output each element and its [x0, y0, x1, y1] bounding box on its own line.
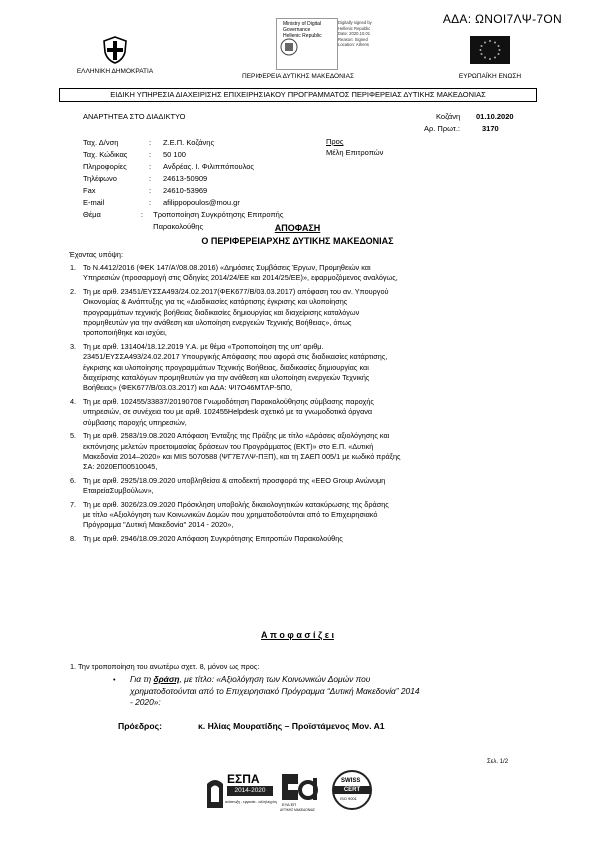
item-line: ΕταιρείαΣυμβούλων», — [83, 486, 154, 496]
item-line: Τη με αριθ. 2925/18.09.2020 υποβληθείσα & αποδεκτή προσφορά της «ΕΕΟ Group Ανώνυμη — [83, 475, 386, 485]
item-line: τροποποιήθηκε και ισχύει, — [83, 328, 167, 338]
list-item — [70, 287, 530, 339]
espa-text: ΕΣΠΑ — [227, 772, 260, 786]
ministry-logo — [276, 18, 338, 70]
info-value: Ανδρέας. Ι. Φιλιππόπουλος — [163, 162, 255, 171]
info-colon: : — [149, 174, 152, 183]
eu-logo — [444, 36, 536, 80]
item-number: 2. — [70, 286, 77, 296]
doc-subtitle: Ο ΠΕΡΙΦΕΡΕΙΑΡΧΗΣ ΔΥΤΙΚΗΣ ΜΑΚΕΔΟΝΙΑΣ — [201, 236, 394, 246]
prot-label: Αρ. Πρωτ.: — [424, 124, 460, 133]
info-row — [83, 161, 313, 173]
bullet-line — [130, 674, 525, 686]
eyd-logo — [280, 772, 320, 816]
ada-code: ΑΔΑ: ΩΝΟΙ7ΛΨ-7ΟΝ — [442, 12, 562, 26]
info-value: 24610-53969 — [163, 186, 208, 195]
doc-title: ΑΠΟΦΑΣΗ — [274, 223, 321, 233]
eyd-sub: ΔΥΤΙΚΗΣ ΜΑΚΕΔΟΝΙΑΣ — [280, 808, 315, 812]
list-item — [70, 431, 530, 473]
espa-logo — [205, 772, 277, 816]
item-line: Το Ν.4412/2016 (ΦΕΚ 147/Α'/08.08.2016) «Δημόσιες Συμβάσεις Έργων, Προμηθειών και — [83, 263, 371, 272]
sig-line-2: Hellenic Republic — [338, 25, 371, 31]
info-colon: : — [149, 186, 152, 195]
page-number: Σελ. 1/2 — [487, 759, 509, 765]
sig-line-4: Reason: Signed — [338, 36, 368, 42]
list-item — [70, 476, 530, 497]
info-value: Τροποποίηση Συγκρότησης Επιτροπής Παρακολούθης — [153, 210, 284, 231]
prot-number: 3170 — [482, 124, 499, 133]
espa-emblem-icon — [205, 774, 225, 810]
considerations-list — [70, 263, 530, 544]
bullet-line: - 2020»: — [130, 697, 161, 707]
espa-sub: ανάπτυξη - εργασία - αλληλεγγύη — [225, 800, 277, 804]
hellenic-republic-label: ΕΛΛΗΝΙΚΗ ΔΗΜΟΚΡΑΤΙΑ — [76, 68, 154, 75]
item-line: διαχείρισης καταλόγων προμηθευτών για την ανάθεση και υλοποίηση ενεργειών Τεχνικής — [83, 373, 370, 383]
item-line: Πρόγραμμα "Δυτική Μακεδονία" 2014 - 2020», — [83, 520, 234, 530]
sig-line-5: Location: Athens — [338, 42, 369, 47]
bullet-icon: • — [113, 675, 116, 684]
posted-label: ΑΝΑΡΤΗΤΕΑ ΣΤΟ ΔΙΑΔΙΚΤΥΟ — [83, 112, 186, 121]
decision-item: 1. Την τροποποίηση του ανωτέρω σχετ. 8, μόνον ως προς: — [70, 662, 260, 671]
cert-seal — [332, 770, 372, 810]
region-label: ΠΕΡΙΦΕΡΕΙΑ ΔΥΤΙΚΗΣ ΜΑΚΕΔΟΝΙΑΣ — [242, 73, 354, 80]
bullet-word: δράση — [153, 674, 180, 684]
info-colon: : — [149, 150, 152, 159]
list-item — [70, 534, 530, 544]
bullet-rest: , με τίτλο: «Αξιολόγηση των Κοινωνικών Δομών που — [179, 674, 371, 684]
info-value: afilippopoulos@mou.gr — [163, 198, 240, 207]
doc-date: 01.10.2020 — [476, 112, 514, 121]
info-table — [83, 137, 313, 233]
info-row — [83, 185, 313, 197]
info-colon: : — [149, 138, 152, 147]
item-number: 8. — [70, 533, 77, 543]
chair-value: κ. Ηλίας Μουρατίδης – Προϊστάμενος Μον. Α1 — [198, 721, 385, 731]
info-colon: : — [149, 162, 152, 171]
list-item — [70, 397, 530, 428]
info-value: 50 100 — [163, 150, 186, 159]
ministry-line-2: Governance — [283, 27, 311, 33]
info-row — [83, 173, 313, 185]
eu-label: ΕΥΡΩΠΑΪΚΗ ΕΝΩΣΗ — [458, 73, 522, 80]
decide-heading: Α π ο φ α σ ί ζ ε ι — [261, 630, 334, 640]
item-line: Τη με αριθ. 2946/18.09.2020 Απόφαση Συγκρότησης Επιτροπών Παρακολούθης — [83, 533, 343, 543]
item-number: 1. — [70, 263, 77, 272]
iso-text: ISO 9001 — [340, 796, 357, 801]
info-row — [83, 137, 313, 149]
digital-signature — [338, 20, 372, 48]
sig-line-1: Digitally signed by — [338, 20, 372, 25]
ministry-line-1: Ministry of Digital — [283, 21, 322, 27]
item-number: 5. — [70, 431, 77, 441]
item-line: Τη με αριθ. 3026/23.09.2020 Πρόσκληση υποβολής δικαιολογητικών κατακύρωσης της δράσης — [83, 499, 389, 509]
espa-years: 2014-2020 — [227, 786, 273, 796]
info-row — [83, 149, 313, 161]
cert-text: CERT — [334, 786, 370, 794]
intro-text: Έχοντας υπόψη: — [69, 250, 123, 259]
item-line: Τη με αριθ. 2583/19.08.2020 Απόφαση Ένταξης της Πράξης με τίτλο «Δράσεις αξιολόγησης και — [83, 431, 390, 441]
item-line: εκπόνησης μελετών προετοιμασίας δράσεων του Προγράμματος (ΕΚΤ)» στο Ε.Π. «Δυτική — [83, 441, 374, 451]
list-item — [70, 342, 530, 394]
eyd-emblem-icon — [280, 772, 318, 802]
item-line: με τίτλο «Αξιολόγηση των Κοινωνικών Δομών που χρηματοδοτούνται από το Επιχειρησιακό — [83, 509, 378, 519]
info-row — [83, 197, 313, 209]
item-number: 3. — [70, 341, 77, 351]
item-number: 4. — [70, 396, 77, 406]
item-line: Μακεδονία 2014–2020» και MIS 5070588 (ΨΓ7Ε7ΛΨ-ΠΞΠ), και τη ΣΑΕΠ 005/1 με κωδικό πράξης — [83, 451, 401, 461]
item-line: υπηρεσιών, σε συνέχεια του με αριθ. 102455Helpdesk σχετικό με τα γνωμοδοτικά όργανα — [83, 407, 373, 417]
to-value: Μέλη Επιτροπών — [326, 148, 384, 157]
info-colon: : — [149, 198, 152, 207]
info-colon: : — [140, 210, 143, 219]
item-line: έγκρισης και υλοποίησης προγραμμάτων Τεχνικής Βοήθειας, διαδικασίες δημιουργίας και — [83, 362, 369, 372]
info-key: Θέμα — [83, 210, 101, 219]
item-number: 6. — [70, 475, 77, 485]
info-key: Πληροφορίες — [83, 162, 127, 171]
bullet-line: χρηματοδοτούνται από το Επιχειρησιακό Πρόγραμμα “Δυτική Μακεδονία” 2014 — [130, 685, 420, 696]
list-item — [70, 263, 530, 284]
bullet-prefix: Για τη — [130, 674, 154, 684]
item-line: ΣΑ: 2020ΕΠ00510045, — [83, 462, 158, 472]
info-key: E-mail — [83, 198, 105, 207]
place-label: Κοζάνη — [436, 112, 461, 121]
item-number: 7. — [70, 499, 77, 509]
header-box: ΕΙΔΙΚΗ ΥΠΗΡΕΣΙΑ ΔΙΑΧΕΙΡΙΣΗΣ ΕΠΙΧΕΙΡΗΣΙΑΚΟΥ ΠΡΟΓΡΑΜΜΑΤΟΣ ΠΕΡΙΦΕΡΕΙΑΣ ΔΥΤΙΚΗΣ ΜΑΚΕΔΟΝΙΑΣ — [59, 88, 537, 102]
item-line: 23451/ΕΥΣΣΑ493/24.02.2017 Υπουργικής Απόφασης που αφορά στις διαδικασίες κατάρτισης, — [83, 352, 388, 362]
coat-of-arms-icon — [101, 36, 129, 64]
item-line: Τη με αριθ. 23451/ΕΥΣΣΑ493/24.02.2017(ΦΕΚ677/Β/03.03.2017) απόφαση του αν. Υπουργού — [83, 286, 389, 296]
ministry-line-3: Hellenic Republic — [283, 33, 322, 39]
item-line: Υπηρεσιών (προσαρμογή στις Οδηγίες 2014/24/ΕΕ και 2014/25/ΕΕ)», εφαρμοζόμενος αναλόγως, — [83, 273, 398, 283]
info-key: Ταχ. Δ/νση — [83, 138, 119, 147]
sig-line-3: Date: 2020.10.01 — [338, 31, 371, 36]
info-key: Τηλέφωνο — [83, 174, 117, 183]
swiss-text: SWISS — [341, 778, 361, 784]
info-value: Ζ.Ε.Π. Κοζάνης — [163, 138, 215, 147]
chair-label: Πρόεδρος: — [118, 721, 162, 731]
item-line: Οικονομίας & Ανάπτυξης για τις «Διαδικασίες κατάρτισης έγκρισης και υλοποίησης — [83, 297, 348, 307]
item-line: προμηθευτών για την ανάθεση και υλοποίηση ενεργειών Τεχνικής Βοήθειας», όπως — [83, 318, 352, 328]
to-label: Προς — [326, 137, 344, 146]
info-key: Fax — [83, 186, 96, 195]
item-line: σύμβασης παροχής υπηρεσιών, — [83, 417, 187, 427]
info-key: Ταχ. Κώδικας — [83, 150, 128, 159]
list-item — [70, 500, 530, 531]
item-line: Τη με αριθ. 131404/18.12.2019 Υ.Α. με θέμα «Τροποποίηση της υπ' αριθμ. — [83, 341, 324, 351]
eyd-text: ΕΥΔ ΕΠ — [282, 802, 297, 807]
swiss-cert-logo — [332, 770, 372, 816]
item-line: Βοήθειας» (ΦΕΚ677/Β/03.03.2017) και ΑΔΑ: ΨΙ7Ο46ΜΤΛΡ-5Π0, — [83, 383, 293, 393]
item-line: προγραμμάτων τεχνικής βοήθειας διαδικασίες δημιουργίας και διαχείρισης καταλόγων — [83, 307, 360, 317]
bullet-text — [130, 674, 525, 709]
item-line: Τη με αριθ. 102455/33837/20190708 Γνωμοδότηση Παρακολούθησης σύμβασης παροχής — [83, 396, 374, 406]
info-value: 24613-50909 — [163, 174, 208, 183]
eu-flag-icon — [470, 36, 510, 64]
hellenic-republic-logo — [60, 36, 170, 75]
